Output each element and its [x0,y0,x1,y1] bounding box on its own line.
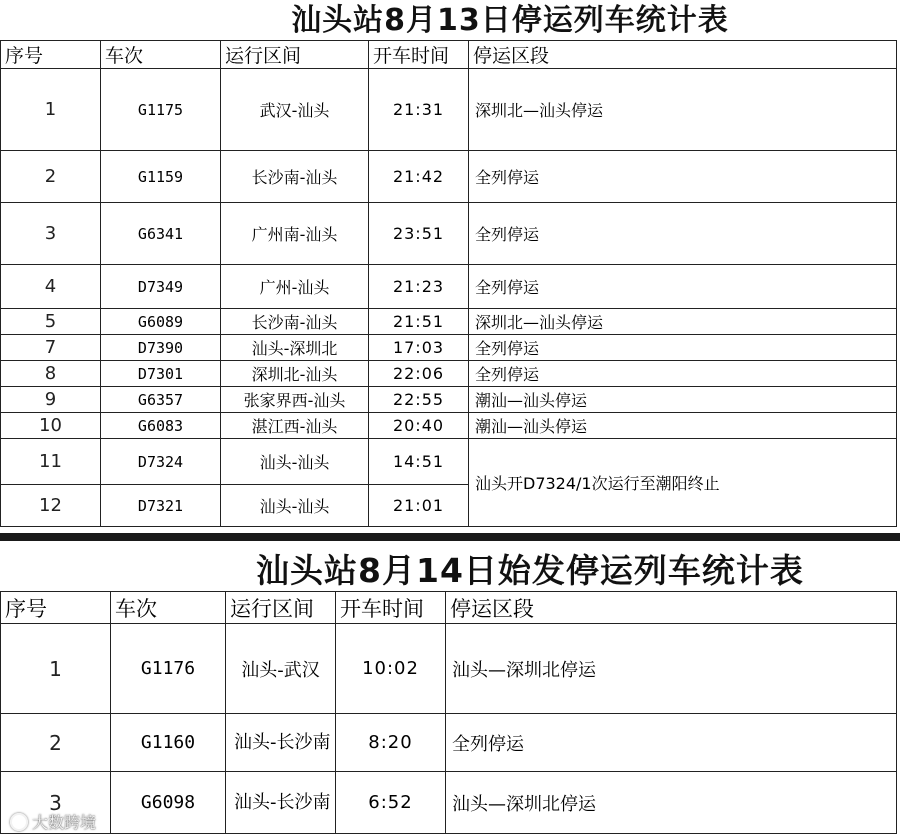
cell-route: 长沙南-汕头 [221,309,369,335]
cell-no: 7 [1,335,101,361]
cell-section: 潮汕—汕头停运 [469,413,897,439]
table-row [1,624,897,714]
cell-train: D7301 [101,361,221,387]
cell-route: 长沙南-汕头 [221,151,369,203]
cell-no: 11 [1,439,101,485]
header-time: 开车时间 [369,41,469,69]
table-header-row [1,41,897,69]
cell-train: D7324 [101,439,221,485]
cell-route: 汕头-汕头 [221,439,369,485]
cell-train: D7321 [101,485,221,527]
table-row [1,151,897,203]
cell-route: 广州-汕头 [221,265,369,309]
watermark-logo-icon [10,813,28,831]
cell-no: 8 [1,361,101,387]
cell-train: G1176 [111,624,226,714]
cell-section: 汕头—深圳北停运 [446,772,897,834]
header-train: 车次 [101,41,221,69]
cell-section: 全列停运 [469,361,897,387]
cell-section: 全列停运 [469,203,897,265]
cell-section: 汕头—深圳北停运 [446,624,897,714]
cell-train: G6357 [101,387,221,413]
header-route: 运行区间 [226,592,336,624]
table-row [1,309,897,335]
cell-section: 深圳北—汕头停运 [469,309,897,335]
cell-no: 1 [1,69,101,151]
cell-time: 21:23 [369,265,469,309]
cell-no: 2 [1,151,101,203]
cell-train: G6089 [101,309,221,335]
table-row [1,335,897,361]
table-row [1,439,897,485]
cell-route: 汕头-深圳北 [221,335,369,361]
cell-no: 12 [1,485,101,527]
cell-route: 汕头-长沙南 [226,714,336,772]
table-row [1,714,897,772]
cell-time: 22:06 [369,361,469,387]
cell-train: D7349 [101,265,221,309]
cell-time: 20:40 [369,413,469,439]
table-header-row [1,592,897,624]
cell-section: 潮汕—汕头停运 [469,387,897,413]
table-title: 汕头站8月14日始发停运列车统计表 [256,551,804,590]
cell-route: 湛江西-汕头 [221,413,369,439]
cell-route: 武汉-汕头 [221,69,369,151]
cell-route: 深圳北-汕头 [221,361,369,387]
cell-time: 21:01 [369,485,469,527]
cell-section: 全列停运 [446,714,897,772]
cell-time: 6:52 [336,772,446,834]
cell-no: 5 [1,309,101,335]
table-row [1,361,897,387]
sheet-divider [0,533,900,541]
departure-stopped-trains-table [0,591,897,834]
cell-train: G1160 [111,714,226,772]
cell-section: 深圳北—汕头停运 [469,69,897,151]
cell-train: D7390 [101,335,221,361]
cell-no: 4 [1,265,101,309]
cell-route: 广州南-汕头 [221,203,369,265]
cell-no: 1 [1,624,111,714]
table-row [1,265,897,309]
header-no: 序号 [1,41,101,69]
header-route: 运行区间 [221,41,369,69]
header-time: 开车时间 [336,592,446,624]
cell-train: G1175 [101,69,221,151]
cell-time: 23:51 [369,203,469,265]
header-section: 停运区段 [469,41,897,69]
table-sheet-aug14 [0,541,900,839]
cell-train: G6341 [101,203,221,265]
table-row [1,413,897,439]
cell-train: G6083 [101,413,221,439]
cell-section: 全列停运 [469,151,897,203]
cell-route: 汕头-汕头 [221,485,369,527]
cell-train: G6098 [111,772,226,834]
cell-time: 21:42 [369,151,469,203]
watermark [10,810,96,833]
cell-route: 张家界西-汕头 [221,387,369,413]
cell-time: 8:20 [336,714,446,772]
header-no: 序号 [1,592,111,624]
table-row [1,203,897,265]
cell-section-merged: 汕头开D7324/1次运行至潮阳终止 [469,439,897,527]
cell-time: 21:51 [369,309,469,335]
cell-no: 3 [1,772,111,834]
cell-no: 3 [1,203,101,265]
watermark-text: 大数跨境 [32,813,97,832]
cell-time: 21:31 [369,69,469,151]
table-row [1,69,897,151]
cell-time: 10:02 [336,624,446,714]
table-title: 汕头站8月13日停运列车统计表 [291,3,729,38]
cell-route: 汕头-长沙南 [226,772,336,834]
cell-time: 14:51 [369,439,469,485]
cell-section: 全列停运 [469,265,897,309]
stopped-trains-table [0,40,897,527]
cell-route: 汕头-武汉 [226,624,336,714]
cell-train: G1159 [101,151,221,203]
header-train: 车次 [111,592,226,624]
cell-time: 17:03 [369,335,469,361]
cell-section: 全列停运 [469,335,897,361]
table-row [1,387,897,413]
header-section: 停运区段 [446,592,897,624]
cell-time: 22:55 [369,387,469,413]
cell-no: 2 [1,714,111,772]
cell-no: 9 [1,387,101,413]
table-row [1,772,897,834]
cell-no: 10 [1,413,101,439]
